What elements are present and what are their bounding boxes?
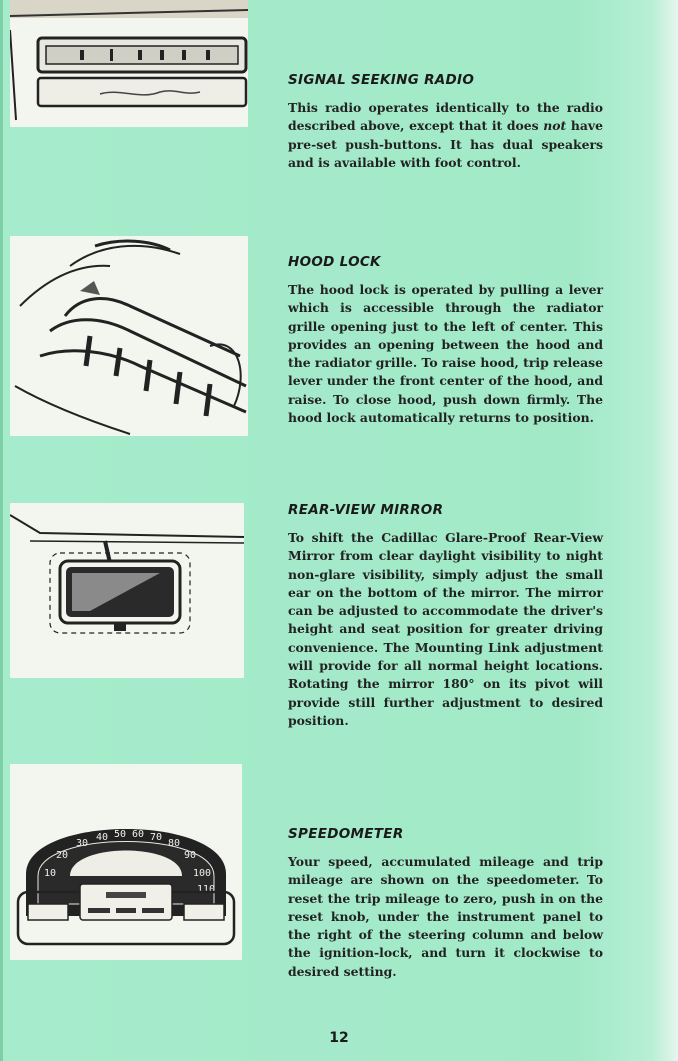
section-signal-seeking-radio	[288, 72, 603, 172]
hood-lock-illustration	[10, 236, 248, 436]
radio-illustration	[10, 0, 248, 127]
section-body: To shift the Cadillac Glare-Proof Rear-View Mirror from clear daylight visibility to night non-glare visibility, simply adjust the small ear on the bottom of the mirror. The mirror can be adjusted to accommodate the driver's height and seat position for greater driving convenience. The Mounting Link adjustment will provide for all normal height locations. Rotating the mirror 180° on its pivot will provide still further adjustment to desired position.	[288, 530, 603, 728]
section-heading: REAR-VIEW MIRROR	[288, 502, 444, 518]
mirror-illustration	[10, 503, 244, 678]
dial-20: 20	[55, 850, 69, 861]
dial-90: 90	[183, 850, 197, 861]
dial-70: 70	[149, 832, 163, 843]
section-body	[288, 99, 603, 172]
section-body: The hood lock is operated by pulling a lever which is accessible through the radiator grille opening just to the left of center. This provides an opening between the hood and the radiator grille. To raise hood, trip release lever under the front center of the hood, and raise. To close hood, push down firmly. The hood lock automatically returns to position.	[288, 282, 604, 426]
dial-50: 50	[113, 829, 127, 840]
section-heading: SIGNAL SEEKING RADIO	[288, 72, 475, 88]
dial-40: 40	[95, 832, 109, 843]
body-emphasis: not	[543, 118, 567, 134]
section-body: Your speed, accumulated mileage and trip mileage are shown on the speedometer. To reset the trip mileage to zero, push in on the reset knob, under the instrument panel to the right of the steering column and below the ignition-lock, and turn it clockwise to desired setting.	[288, 854, 603, 979]
page-edge	[0, 0, 3, 1061]
body-text: This radio operates identically to the radio described above, except that it does	[288, 100, 603, 134]
body-text-continued: have pre-set push-buttons. It has dual speakers and is available with foot control.	[288, 118, 603, 170]
dial-60: 60	[131, 829, 145, 840]
speedometer-illustration	[10, 764, 242, 960]
page-number: 12	[329, 1030, 349, 1046]
section-speedometer	[288, 826, 603, 981]
dial-10: 10	[43, 868, 57, 879]
dial-110: 110	[196, 884, 216, 895]
dial-30: 30	[75, 838, 89, 849]
dial-100: 100	[192, 868, 212, 879]
section-hood-lock	[288, 254, 603, 427]
dial-80: 80	[167, 838, 181, 849]
section-heading: SPEEDOMETER	[288, 826, 404, 842]
section-rear-view-mirror	[288, 502, 603, 730]
section-heading: HOOD LOCK	[288, 254, 381, 270]
